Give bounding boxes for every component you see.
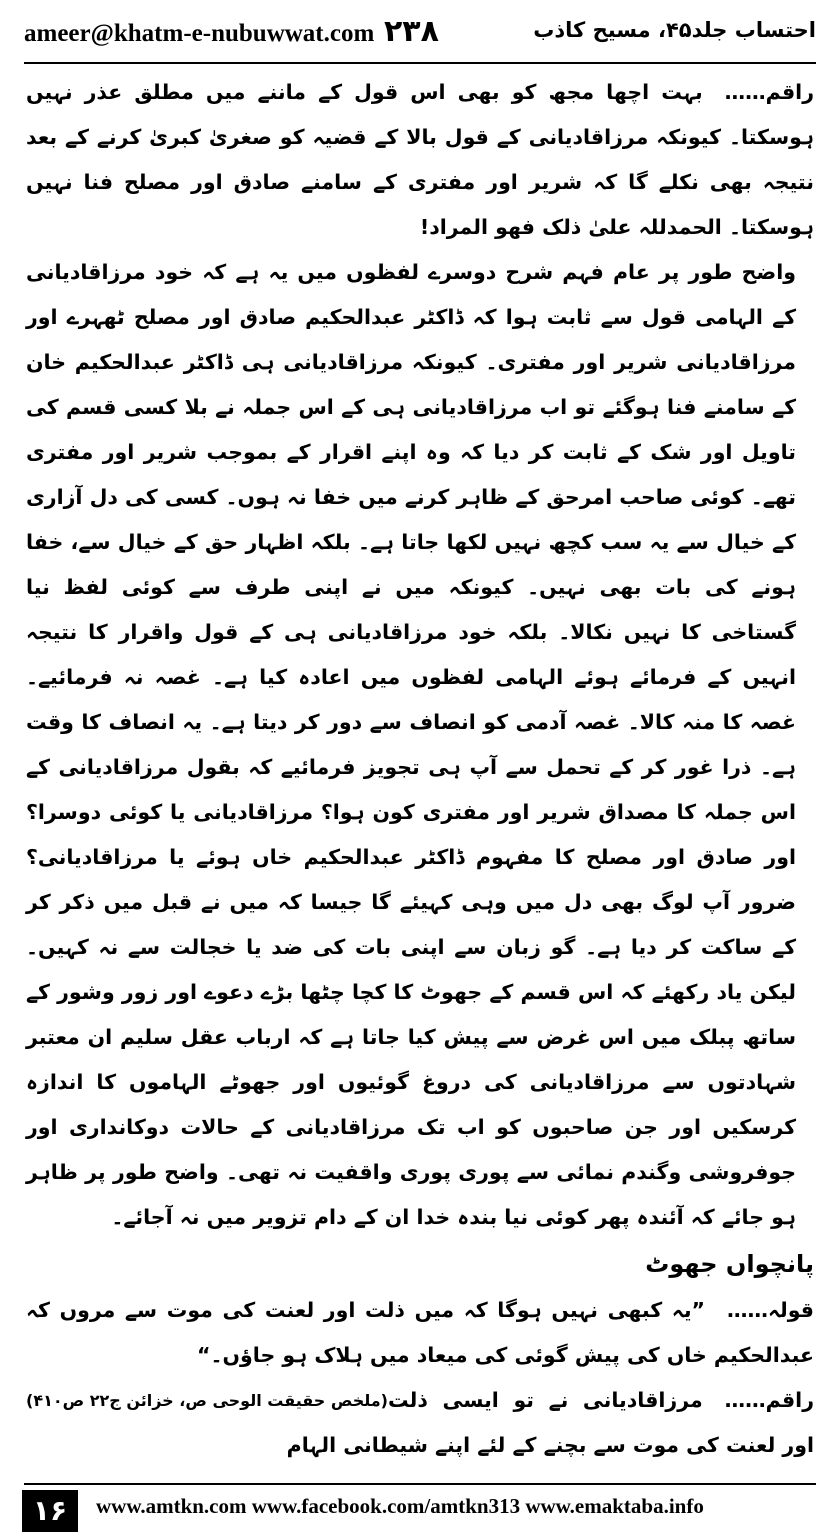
author-label: راقم…… — [724, 80, 814, 104]
page-content — [26, 70, 814, 1468]
paragraph-2: واضح طور پر عام فہم شرح دوسرے لفظوں میں یہ ہے کہ خود مرزاقادیانی کے الہامی قول سے ثابت ہوا کہ ڈاکٹر عبدالحکیم صادق اور مصلح ٹھہرے اور مرزاقادیانی شریر اور مفتری۔ کیونکہ مرزاقادیانی ہی ڈاکٹر عبدالحکیم خان کے سامنے فنا ہوگئے تو اب مرزاقادیانی ہی کے اس جملہ نے بلا کسی قسم کی تاویل اور شک کے ثابت کر دیا کہ وہ اپنے اقرار کے بموجب شریر اور مفتری تھے۔ کوئی صاحب امرحق کے ظاہر کرنے میں خفا نہ ہوں۔ کسی کی دل آزاری کے خیال سے یہ سب کچھ نہیں لکھا جاتا ہے۔ بلکہ اظہار حق کے خیال سے، خفا ہونے کی بات بھی نہیں۔ کیونکہ میں نے اپنی طرف سے کوئی لفظ نیا گستاخی کا نہیں نکالا۔ بلکہ خود مرزاقادیانی ہی کے قول واقرار کا نتیجہ انہیں کے فرمائے ہوئے الہامی لفظوں میں اعادہ کیا ہے۔ غصہ نہ فرمائیے۔ غصہ کا منہ کالا۔ غصہ آدمی کو انصاف سے دور کر دیتا ہے۔ یہ انصاف کا وقت ہے۔ ذرا غور کر کے تحمل سے آپ ہی تجویز فرمائیے کہ بقول مرزاقادیانی کے اس جملہ کا مصداق شریر اور مفتری کون ہوا؟ مرزاقادیانی یا کوئی دوسرا؟ اور صادق اور مصلح کا مفہوم ڈاکٹر عبدالحکیم خاں ہوئے یا مرزاقادیانی؟ ضرور آپ لوگ بھی دل میں وہی کہیئے گا جیسا کہ میں نے قبل میں ذکر کر کے ساکت کر دیا ہے۔ گو زبان سے اپنی بات کی ضد یا خجالت سے نہ کہیں۔ لیکن یاد رکھئے کہ اس قسم کے جھوٹ کا کچا چٹھا بڑے دعوے اور زور وشور کے ساتھ پبلک میں اس غرض سے پیش کیا جاتا ہے کہ ارباب عقل سلیم ان معتبر شہادتوں سے مرزاقادیانی کی دروغ گوئیوں اور جھوٹے الہاموں کا اندازہ کرسکیں اور جن صاحبوں کو اب تک مرزاقادیانی کے حالات دوکانداری اور جوفروشی وگندم نمائی سے پوری پوری واقفیت نہ تھی۔ واضح طور پر ظاہر ہو جائے کہ آئندہ پھر کوئی نیا بندہ خدا ان کے دام تزویر میں نہ آجائے۔ — [26, 260, 796, 1229]
header-email: ameer@khatm-e-nubuwwat.com — [24, 20, 375, 47]
page-header — [24, 14, 816, 58]
quote-label: قولہ…… — [727, 1298, 814, 1322]
quote-text: ”یہ کبھی نہیں ہوگا کہ میں ذلت اور لعنت کی موت سے مروں کہ عبدالحکیم خاں کی پیش گوئی کی میعاد میں ہلاک ہو جاؤں۔“ — [26, 1298, 814, 1367]
folio-number: ۱۶ — [22, 1490, 78, 1532]
paragraph-1-text: بہت اچھا مجھ کو بھی اس قول کے ماننے میں مطلق عذر نہیں ہوسکتا۔ کیونکہ مرزاقادیانی کے قول بالا کے قضیہ کو صغریٰ کبریٰ کرنے کے بعد نتیجہ بھی نکلے گا کہ شریر اور مفتری کے سامنے صادق اور مصلح فنا نہیں ہوسکتا۔ الحمدللہ علیٰ ذلک فھو المراد! — [26, 80, 814, 239]
quote-reference: (ملخص حقیقت الوحی ص، خزائن ج۲۲ ص۴۱۰) — [26, 1391, 388, 1410]
header-rule — [24, 62, 816, 64]
paragraph-3-text: مرزاقادیانی نے تو ایسی ذلت اور لعنت کی موت سے بچنے کے لئے اپنے شیطانی الہام — [286, 1388, 814, 1457]
page-number: ۲۳۸ — [384, 14, 439, 49]
paragraph-1 — [26, 70, 814, 250]
author-label-2: راقم…… — [724, 1388, 814, 1412]
footer-rule — [24, 1483, 816, 1485]
book-title: احتساب جلد۴۵، مسیح کاذب — [533, 18, 816, 42]
footer-links[interactable]: www.amtkn.com www.facebook.com/amtkn313 www.emaktaba.info — [96, 1494, 704, 1518]
section-heading: پانچواں جھوٹ — [645, 1250, 814, 1278]
